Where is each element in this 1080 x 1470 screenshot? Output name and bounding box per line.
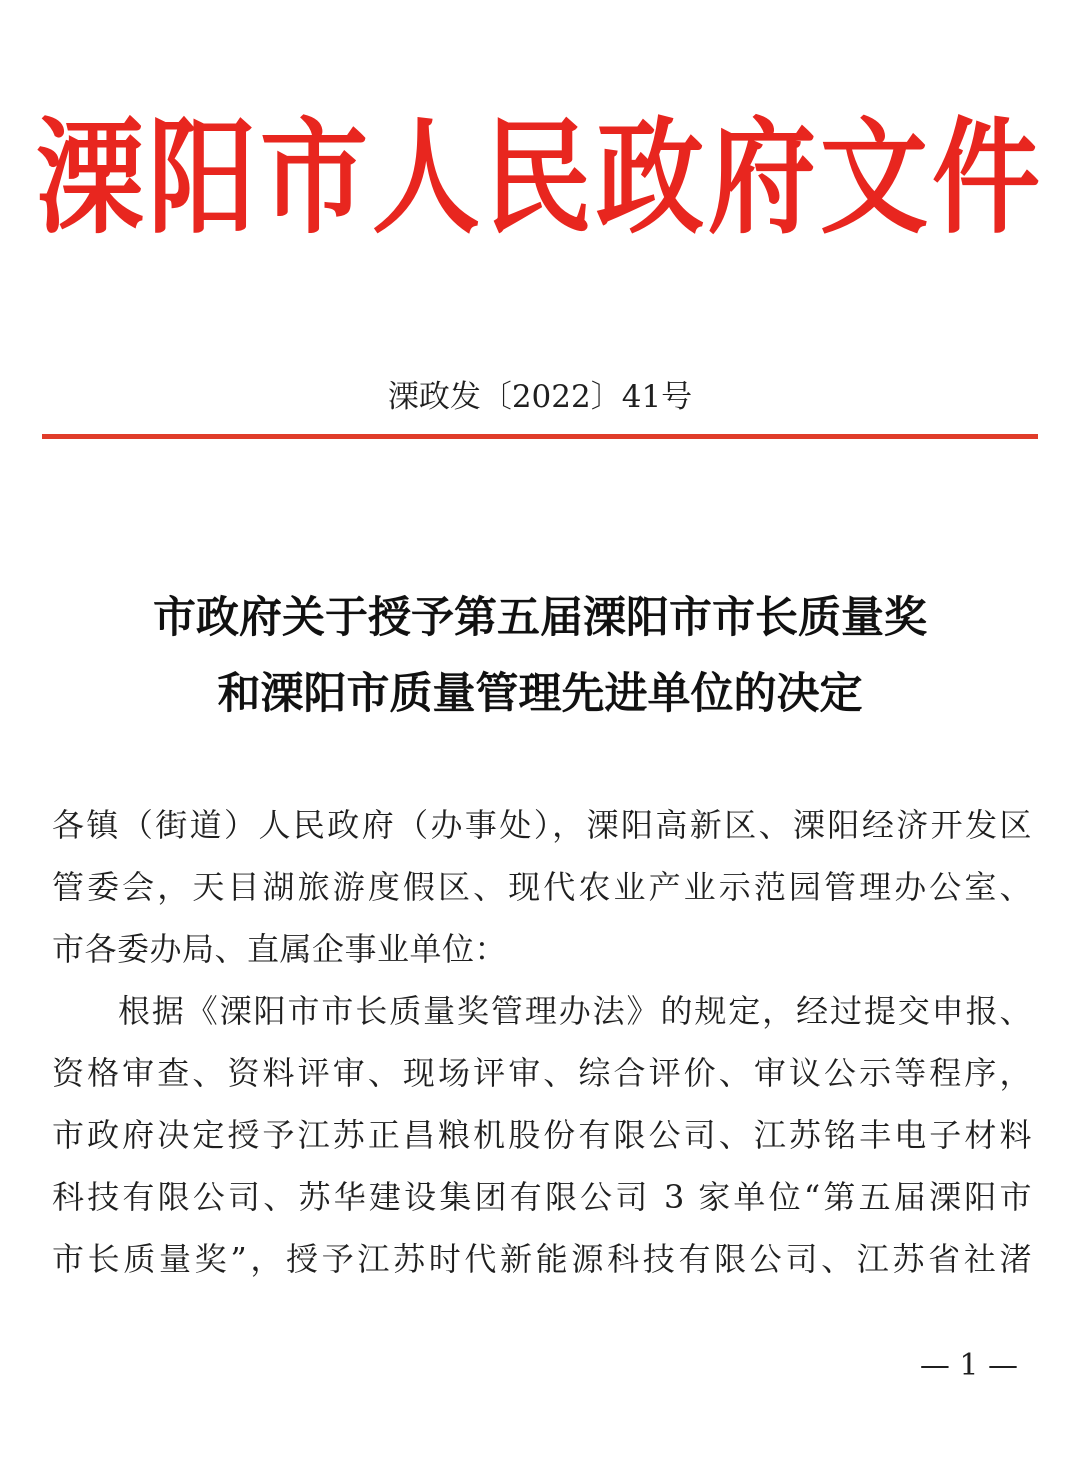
paragraph-line: 科技有限公司、苏华建设集团有限公司 3 家单位“第五届溧阳市 xyxy=(52,1178,1032,1216)
salutation-line: 管委会，天目湖旅游度假区、现代农业产业示范园管理办公室、 xyxy=(52,868,1032,906)
document-title xyxy=(0,580,1080,732)
salutation-line: 各镇（街道）人民政府（办事处），溧阳高新区、溧阳经济开发区 xyxy=(52,806,1032,844)
header-divider xyxy=(42,434,1038,439)
paragraph-line: 根据《溧阳市市长质量奖管理办法》的规定，经过提交申报、 xyxy=(118,992,1032,1030)
document-body xyxy=(52,794,1032,1290)
paragraph-line: 市长质量奖”，授予江苏时代新能源科技有限公司、江苏省社渚 xyxy=(52,1240,1032,1278)
page-number: — 1 — xyxy=(919,1348,1018,1383)
document-title-line-1: 市政府关于授予第五届溧阳市市长质量奖 xyxy=(153,593,927,643)
paragraph-line: 市政府决定授予江苏正昌粮机股份有限公司、江苏铭丰电子材料 xyxy=(52,1116,1032,1154)
paragraph-line: 资格审查、资料评审、现场评审、综合评价、审议公示等程序， xyxy=(52,1054,1032,1092)
salutation-line: 市各委办局、直属企事业单位： xyxy=(52,930,508,968)
document-number: 溧政发〔2022〕41号 xyxy=(387,379,693,415)
document-title-line-2: 和溧阳市质量管理先进单位的决定 xyxy=(217,669,863,719)
masthead-title: 溧阳市人民政府文件 xyxy=(35,105,1044,251)
